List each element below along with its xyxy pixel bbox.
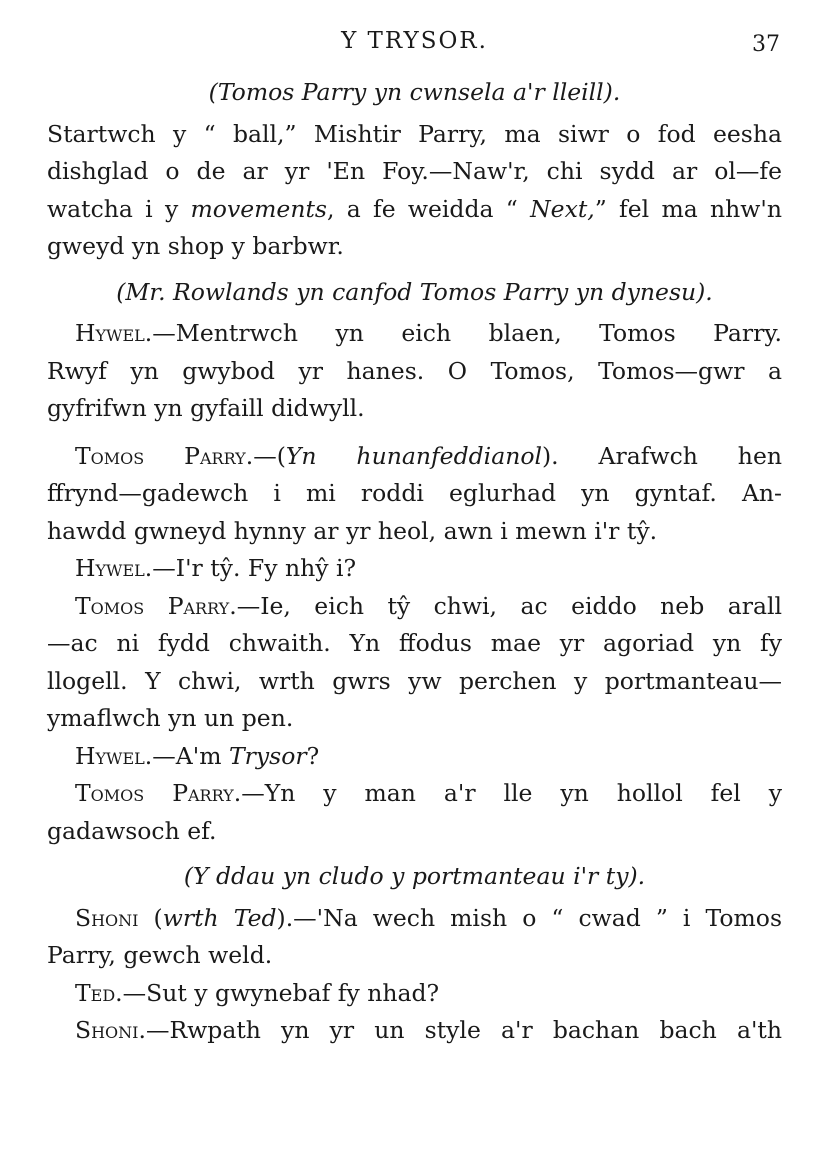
- speaker-name: Tomos Parry.: [75, 591, 237, 620]
- text-line: dishglad o de ar yr 'En Foy.—Naw'r, chi sydd ar ol—fe: [47, 157, 782, 185]
- book-page: [47, 26, 782, 1050]
- text-line: ffrynd—gadewch i mi roddi eglurhad yn gyntaf. An-: [47, 479, 782, 507]
- text-line: gadawsoch ef.: [47, 816, 217, 845]
- text-run: —(: [253, 441, 286, 470]
- italic-aside: wrth Ted: [162, 903, 277, 932]
- speaker-name: Hywel.: [75, 554, 153, 582]
- dialogue-paragraph: [47, 315, 782, 428]
- text-run: ?: [306, 741, 320, 770]
- dialogue-paragraph: [47, 738, 782, 776]
- italic-term: movements: [190, 194, 327, 223]
- text-line: [47, 588, 782, 626]
- dialogue-paragraph: [47, 900, 782, 975]
- text-line: —ac ni fydd chwaith. Yn ffodus mae yr agoriad yn fy: [47, 629, 782, 657]
- speaker-name: Tomos Parry.: [75, 779, 242, 807]
- page-title: Y TRYSOR.: [341, 28, 488, 54]
- text-line: [47, 191, 782, 229]
- italic-aside: Yn hunanfeddianol: [285, 441, 542, 470]
- text-line: hawdd gwneyd hynny ar yr heol, awn i mewn i'r tŷ.: [47, 516, 658, 545]
- text-line: [47, 438, 782, 476]
- text-line: [47, 1012, 782, 1050]
- text-line: [47, 975, 782, 1013]
- text-run: —Sut y gwynebaf fy nhad?: [122, 978, 440, 1007]
- dialogue-paragraph: [47, 1012, 782, 1050]
- text-run: —Rwpath yn yr un style a'r bachan bach a'th: [145, 1016, 782, 1044]
- text-line: Parry, gewch weld.: [47, 941, 273, 969]
- paragraph: [47, 116, 782, 266]
- italic-term: Next,: [530, 194, 595, 223]
- speaker-name: Shoni.: [75, 1016, 146, 1044]
- speaker-name: Ted.: [75, 978, 123, 1007]
- text-line: [47, 738, 782, 776]
- speaker-name: Hywel.: [75, 319, 153, 347]
- speaker-name: Tomos Parry.: [75, 441, 254, 470]
- text-line: [47, 775, 782, 813]
- dialogue-paragraph: [47, 975, 782, 1013]
- dialogue-paragraph: [47, 588, 782, 738]
- text-run: ).—'Na wech mish o “ cwad ” i Tomos: [276, 903, 782, 932]
- text-line: [47, 550, 782, 588]
- dialogue-paragraph: [47, 775, 782, 850]
- italic-term: Trysor: [228, 741, 307, 770]
- text-run: (: [138, 903, 163, 932]
- running-header: [47, 26, 782, 66]
- text-run: ” fel ma nhw'n: [594, 194, 782, 223]
- text-run: watcha i y: [47, 194, 191, 223]
- page-number: 37: [752, 32, 780, 57]
- text-run: —Yn y man a'r lle yn hollol fel y: [241, 779, 782, 807]
- text-run: —Ie, eich tŷ chwi, ac eiddo neb arall: [236, 591, 782, 620]
- text-line: [47, 900, 782, 938]
- text-line: gyfrifwn yn gyfaill didwyll.: [47, 394, 365, 422]
- text-line: [47, 315, 782, 353]
- text-run: —I'r tŷ. Fy nhŷ i?: [152, 554, 357, 582]
- dialogue-paragraph: [47, 550, 782, 588]
- text-line: gweyd yn shop y barbwr.: [47, 232, 344, 260]
- stage-direction: (Y ddau yn cludo y portmanteau i'r ty).: [183, 862, 646, 890]
- text-run: —A'm: [152, 741, 229, 770]
- stage-direction: (Tomos Parry yn cwnsela a'r lleill).: [208, 78, 621, 106]
- text-run: , a fe weidda “: [326, 194, 531, 223]
- text-run: —Mentrwch yn eich blaen, Tomos Parry.: [152, 319, 782, 347]
- stage-direction: (Mr. Rowlands yn canfod Tomos Parry yn dynesu).: [116, 277, 713, 306]
- speaker-name: Shoni: [75, 903, 139, 932]
- dialogue-paragraph: [47, 438, 782, 551]
- text-run: ). Arafwch hen: [542, 441, 782, 470]
- text-line: Startwch y “ ball,” Mishtir Parry, ma siwr o fod eesha: [47, 119, 782, 148]
- text-line: Rwyf yn gwybod yr hanes. O Tomos, Tomos—gwr a: [47, 356, 782, 385]
- speaker-name: Hywel.: [75, 741, 153, 770]
- text-line: llogell. Y chwi, wrth gwrs yw perchen y portmanteau—: [47, 666, 782, 695]
- text-line: ymaflwch yn un pen.: [47, 704, 294, 732]
